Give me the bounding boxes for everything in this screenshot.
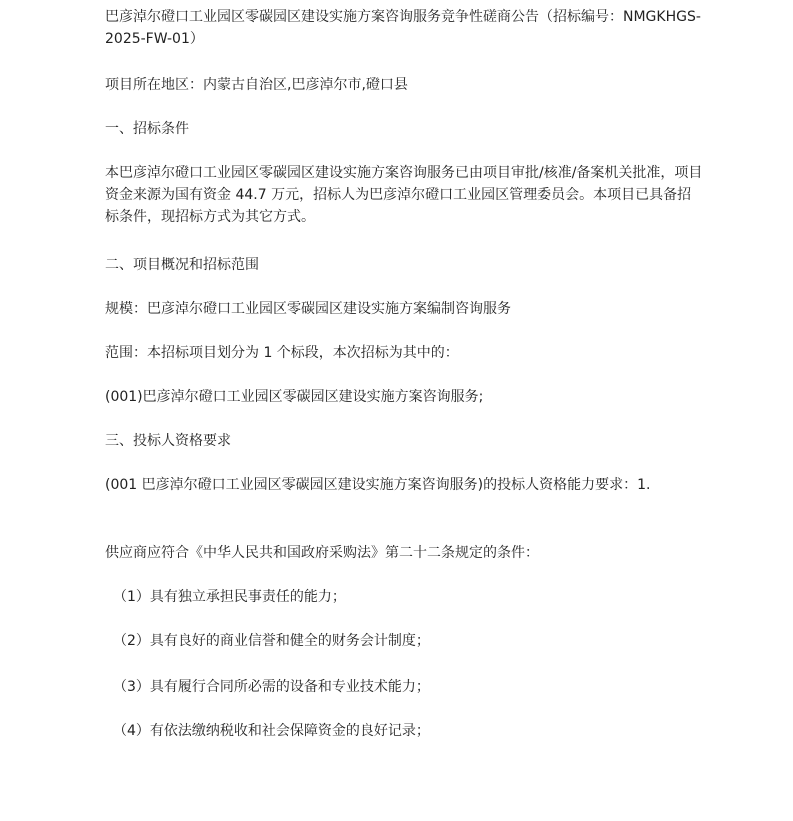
project-scale: 规模：巴彦淖尔磴口工业园区零碳园区建设实施方案编制咨询服务 <box>105 301 511 317</box>
bidding-conditions-text: 本巴彦淖尔磴口工业园区零碳园区建设实施方案咨询服务已由项目审批/核准/备案机关批准，项目资金来源为国有资金 44.7 万元，招标人为巴彦淖尔磴口工业园区管理委员会。本项目已具备招标条件，现招标方式为其它方式。 <box>105 165 703 225</box>
section-heading-qualifications: 三、投标人资格要求 <box>105 433 231 449</box>
qualification-requirement: (001 巴彦淖尔磴口工业园区零碳园区建设实施方案咨询服务)的投标人资格能力要求：1. <box>105 477 651 493</box>
condition-item: （4）有依法缴纳税收和社会保障资金的良好记录； <box>113 723 430 739</box>
section-heading-bidding-conditions: 一、招标条件 <box>105 121 189 137</box>
bid-lot: (001)巴彦淖尔磴口工业园区零碳园区建设实施方案咨询服务; <box>105 389 484 405</box>
condition-item: （1）具有独立承担民事责任的能力； <box>113 589 346 605</box>
project-range: 范围：本招标项目划分为 1 个标段，本次招标为其中的： <box>105 345 459 361</box>
supplier-conditions: 供应商应符合《中华人民共和国政府采购法》第二十二条规定的条件： <box>105 545 539 561</box>
project-location: 项目所在地区：内蒙古自治区,巴彦淖尔市,磴口县 <box>105 77 408 93</box>
condition-item: （2）具有良好的商业信誉和健全的财务会计制度； <box>113 633 430 649</box>
condition-item: （3）具有履行合同所必需的设备和专业技术能力； <box>113 679 430 695</box>
section-heading-project-overview: 二、项目概况和招标范围 <box>105 257 259 273</box>
announcement-title: 巴彦淖尔磴口工业园区零碳园区建设实施方案咨询服务竞争性磋商公告（招标编号：NMGKHGS-2025-FW-01） <box>105 9 701 47</box>
